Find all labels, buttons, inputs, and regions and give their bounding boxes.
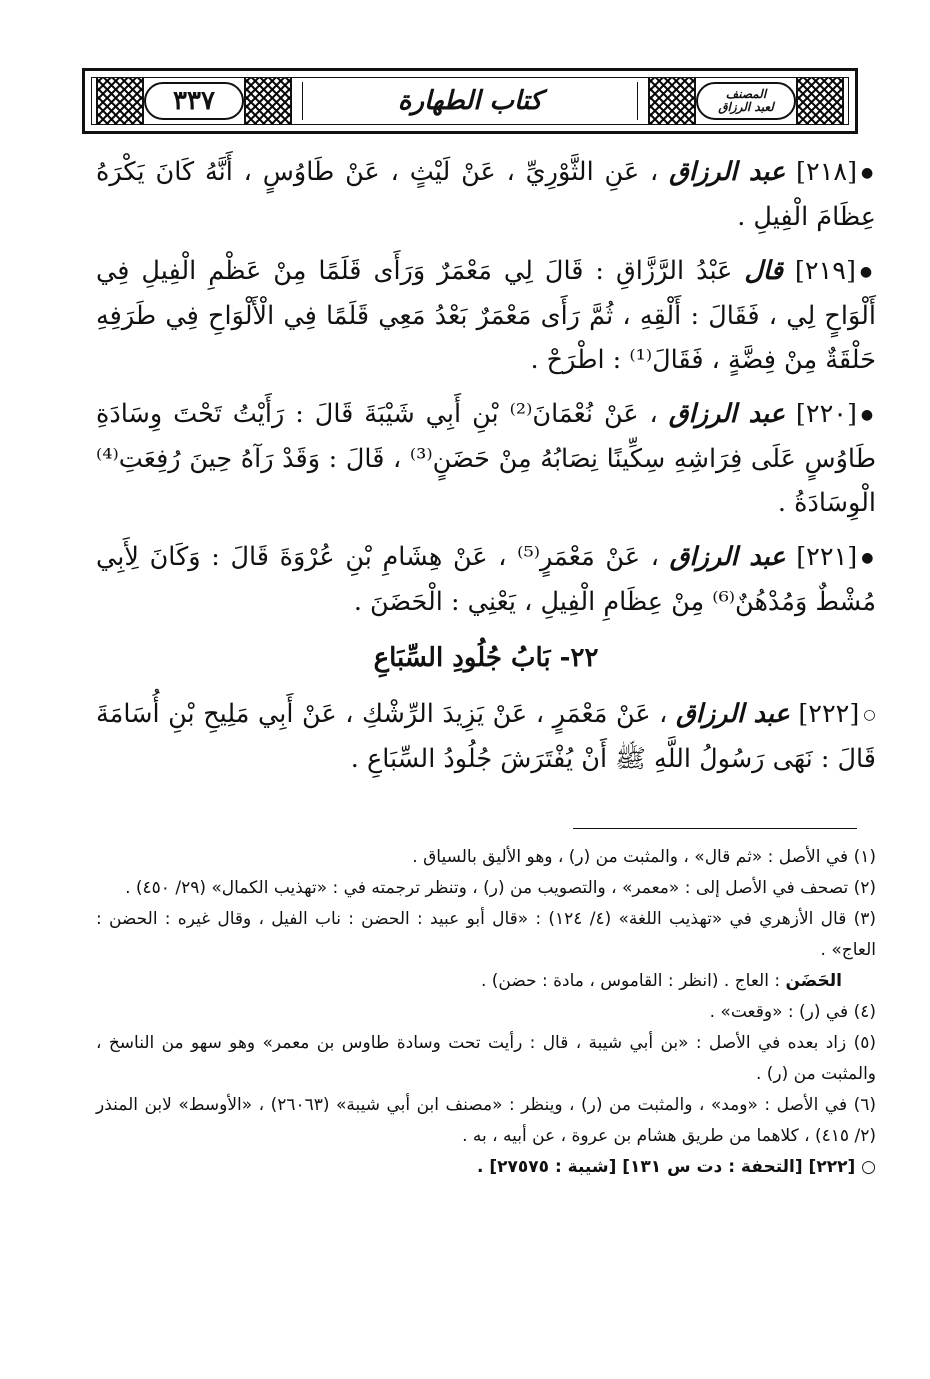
entry-number: [٢١٩] bbox=[794, 256, 856, 286]
narrator: عبد الرزاق bbox=[676, 699, 790, 729]
entry-number: [٢٢٢] bbox=[798, 699, 860, 729]
hadith-entry bbox=[96, 392, 876, 525]
bullet-icon: ● bbox=[861, 165, 877, 181]
entry-number: [٢٢٠] bbox=[795, 399, 857, 429]
ornament-icon bbox=[96, 78, 144, 124]
footnote: (٦) في الأصل : «ومد» ، والمثبت من (ر) ، وينظر : «مصنف ابن أبي شيبة» (٢٦٠٦٣) ، «الأوسط» لابن المنذر (٢/ ٤١٥) ، كلاهما من طريق هشام بن عروة ، عن أبيه ، به . bbox=[96, 1095, 877, 1146]
seal-line-1: المصنف bbox=[725, 87, 767, 101]
narrator: عبد الرزاق bbox=[669, 157, 786, 187]
chapter-heading: ٢٢- بَابُ جُلُودِ السِّبَاعِ bbox=[373, 643, 599, 673]
book-seal bbox=[696, 82, 796, 120]
header-frame bbox=[91, 77, 849, 125]
footnote: (٤) في (ر) : «وقعت» . bbox=[709, 1002, 876, 1022]
narrator: عبد الرزاق bbox=[668, 399, 785, 429]
footnote: (٢) تصحف في الأصل إلى : «معمر» ، والتصويب من (ر) ، وتنظر ترجمته في : «تهذيب الكمال» (٢٩/ ٤٥٠) . bbox=[125, 878, 876, 898]
hadith-entry bbox=[96, 535, 876, 624]
entry-text: ، عَنْ نُعْمَانَ⁽²⁾ بْنِ أَبِي شَيْبَةَ قَالَ : رَأَيْتُ تَحْتَ وِسَادَةِ طَاوُسٍ عَلَى فِرَاشِهِ سِكِّينًا نِصَابُهُ مِنْ حَضَنٍ⁽³⁾ ، قَالَ : وَقَدْ رَآهُ حِينَ رُفِعَتِ⁽⁴⁾ الْوِسَادَةُ . bbox=[96, 399, 876, 518]
bullet-icon: ● bbox=[859, 264, 877, 280]
entry-number: [٢٢١] bbox=[796, 542, 858, 572]
footnotes bbox=[96, 842, 876, 1183]
page-header bbox=[82, 68, 858, 134]
hadith-entry bbox=[96, 692, 876, 781]
ornament-icon bbox=[244, 78, 292, 124]
bullet-icon: ○ bbox=[863, 707, 877, 723]
footnote-divider bbox=[573, 828, 857, 829]
page-number-cartouche bbox=[144, 82, 244, 120]
narrator: عبد الرزاق bbox=[669, 542, 786, 572]
bullet-icon: ● bbox=[860, 407, 877, 423]
ornament-icon bbox=[796, 78, 844, 124]
entry-text: ، عَنْ مَعْمَرٍ⁽⁵⁾ ، عَنْ هِشَامِ بْنِ عُرْوَةَ قَالَ : وَكَانَ لِأَبِي مُشْطٌ وَمُدْهُنٌ⁽⁶⁾ مِنْ عِظَامِ الْفِيلِ ، يَعْنِي : الْحَضَنَ . bbox=[96, 542, 876, 617]
entry-text: عَبْدُ الرَّزَّاقِ : قَالَ لِي مَعْمَرٌ وَرَأَى قَلَمًا مِنْ عَظْمِ الْفِيلِ فِي أَلْوَاحٍ لِي ، فَقَالَ : أَلْقِهِ ، ثُمَّ رَأَى مَعْمَرٌ بَعْدُ مَعِي قَلَمًا فِي الْأَلْوَاحِ فِي طَرَفِهِ حَلْقَةٌ مِنْ فِضَّةٍ ، فَقَالَ⁽¹⁾ : اطْرَحْ . bbox=[96, 256, 876, 375]
footnote: (٥) زاد بعده في الأصل : «بن أبي شيبة ، قال : رأيت تحت وسادة طاوس بن معمر» وهو سهو من الناسخ ، والمثبت من (ر) . bbox=[96, 1033, 876, 1084]
hadith-entry bbox=[96, 150, 876, 239]
ornament-icon bbox=[648, 78, 696, 124]
hadith-entry bbox=[96, 249, 876, 382]
footnote: (١) في الأصل : «ثم قال» ، والمثبت من (ر) ، وهو الأليق بالسياق . bbox=[412, 847, 876, 867]
entry-number: [٢١٨] bbox=[796, 157, 858, 187]
gloss-text: : العاج . (انظر : القاموس ، مادة : حضن) . bbox=[480, 971, 781, 991]
seal-text bbox=[718, 88, 774, 114]
takhrij-reference: ○ [٢٢٢] [التحفة : دت س ١٣١] [شيبة : ٢٧٥٧٥] . bbox=[476, 1157, 876, 1177]
entry-text: ، عَنِ الثَّوْرِيِّ ، عَنْ لَيْثٍ ، عَنْ طَاوُسٍ ، أَنَّهُ كَانَ يَكْرَهُ عِظَامَ الْفِيلِ . bbox=[96, 157, 876, 232]
book-title: كتاب الطهارة bbox=[302, 82, 638, 120]
gloss-term: الحَضَن bbox=[785, 971, 842, 991]
main-text bbox=[96, 150, 876, 791]
footnote: (٣) قال الأزهري في «تهذيب اللغة» (٤/ ١٢٤) : «قال أبو عبيد : الحضن : ناب الفيل ، وقال غيره : الحضن : العاج» . bbox=[96, 909, 876, 960]
bullet-icon: ● bbox=[861, 550, 877, 566]
footnote-gloss bbox=[96, 966, 876, 997]
page-number: ٣٣٧ bbox=[173, 86, 215, 116]
narrator: قال bbox=[744, 256, 783, 286]
seal-line-2: لعبد الرزاق bbox=[718, 100, 774, 114]
entry-text: ، عَنْ مَعْمَرٍ ، عَنْ يَزِيدَ الرِّشْكِ ، عَنْ أَبِي مَلِيحِ بْنِ أُسَامَةَ قَالَ : نَهَى رَسُولُ اللَّهِ ﷺ أَنْ يُفْتَرَشَ جُلُودُ السِّبَاعِ . bbox=[96, 699, 876, 774]
